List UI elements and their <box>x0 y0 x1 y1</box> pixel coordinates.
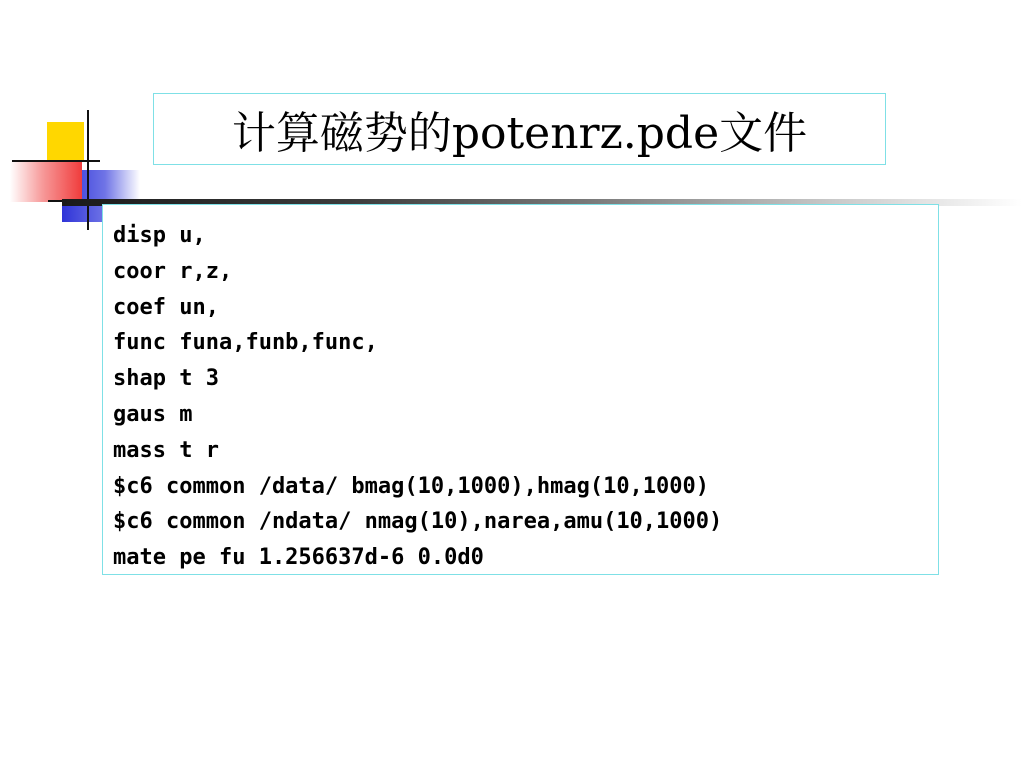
code-block <box>102 204 939 575</box>
code-line: coor r,z, <box>113 258 233 284</box>
code-line: disp u, <box>113 223 206 248</box>
red-bar <box>10 160 82 202</box>
code-line: gaus m <box>113 401 193 427</box>
title-box <box>153 93 886 165</box>
yellow-square <box>47 122 84 162</box>
code-line: mass t r <box>113 437 219 463</box>
slide-title: 计算磁势的potenrz.pde文件 <box>231 108 808 159</box>
code-line: mate pe fu 1.256637d-6 0.0d0 <box>113 545 484 571</box>
code-line: $c6 common /data/ bmag(10,1000),hmag(10,1000) <box>113 473 710 499</box>
code-line: func funa,funb,func, <box>113 330 378 356</box>
code-line: coef un, <box>113 294 219 320</box>
code-line: shap t 3 <box>113 366 219 392</box>
code-line: $c6 common /ndata/ nmag(10),narea,amu(10,1000) <box>113 509 723 535</box>
